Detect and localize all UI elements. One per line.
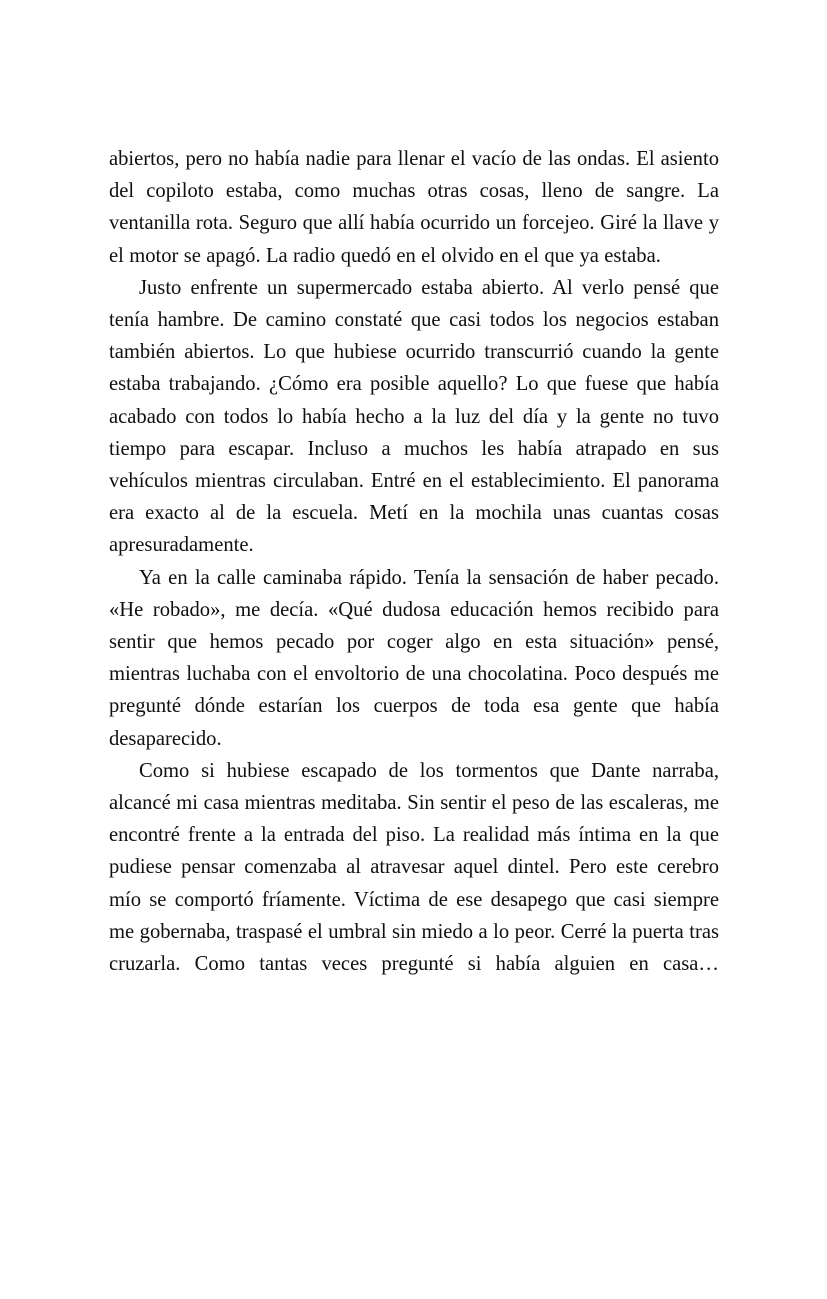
- paragraph-3: Ya en la calle caminaba rápido. Tenía la sensación de haber pecado. «He robado», me decía. «Qué dudosa educación hemos recibido para sentir que hemos pecado por coger algo en esta situación» pensé, mientras luchaba con el envoltorio de una chocolatina. Poco después me pregunté dónde estarían los cuerpos de toda esa gente que había desaparecido.: [109, 566, 719, 750]
- paragraph-1: abiertos, pero no había nadie para llenar el vacío de las ondas. El asiento del copiloto estaba, como muchas otras cosas, lleno de sangre. La ventanilla rota. Seguro que allí había ocurrido un forcejeo. Giré la llave y el motor se apagó. La radio quedó en el olvido en el que ya estaba.: [109, 148, 719, 267]
- paragraph-4: Como si hubiese escapado de los tormentos que Dante narraba, alcancé mi casa mientras meditaba. Sin sentir el peso de las escaleras, me encontré frente a la entrada del piso. La realidad más íntima en la que pudiese pensar comenzaba al atravesar aquel dintel. Pero este cerebro mío se comportó fríamente. Víctima de ese desapego que casi siempre me gobernaba, traspasé el umbral sin miedo a lo peor. Cerré la puerta tras cruzarla. Como tantas veces pregunté si había alguien en casa…: [109, 759, 719, 976]
- paragraph-2: Justo enfrente un supermercado estaba abierto. Al verlo pensé que tenía hambre. De camino constaté que casi todos los negocios estaban también abiertos. Lo que hubiese ocurrido transcurrió cuando la gente estaba trabajando. ¿Cómo era posible aquello? Lo que fuese que había acabado con todos lo había hecho a la luz del día y la gente no tuvo tiempo para escapar. Incluso a muchos les había atrapado en sus vehículos mientras circulaban. Entré en el establecimiento. El panorama era exacto al de la escuela. Metí en la mochila unas cuantas cosas apresuradamente.: [109, 276, 719, 557]
- page-text-block: [109, 143, 719, 980]
